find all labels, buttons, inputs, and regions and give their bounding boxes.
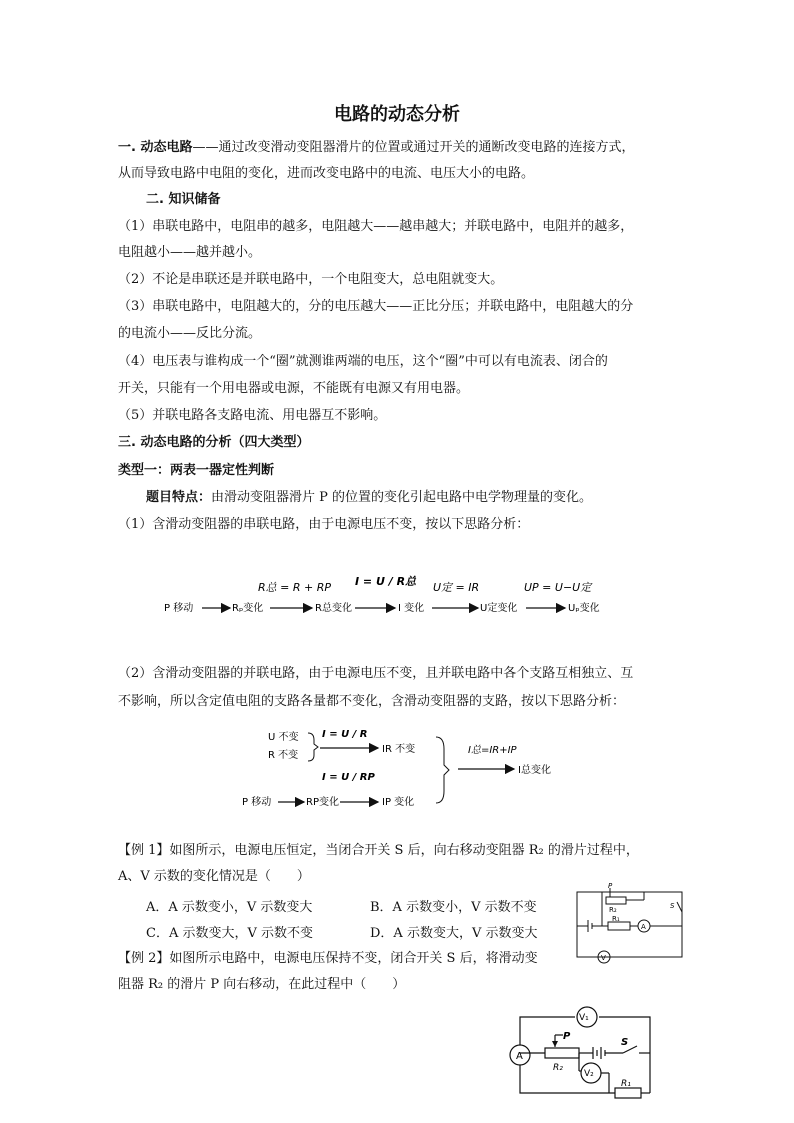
section-1-text-2: 从而导致电路中电阻的变化，进而改变电路中的电流、电压大小的电路。 xyxy=(118,166,535,181)
label-r2: R₂ xyxy=(609,906,617,914)
knowledge-line: 开关，只能有一个用电器或电源，不能既有电源又有用电器。 xyxy=(118,381,470,396)
parallel-intro-1: （2）含滑动变阻器的并联电路，由于电源电压不变，且并联电路中各个支路互相独立、互 xyxy=(118,666,634,681)
section-1-text: ——通过改变滑动变阻器滑片的位置或通过开关的通断改变电路的连接方式， xyxy=(192,140,635,155)
flow-formula: UP = U−U定 xyxy=(524,581,592,594)
series-intro: （1）含滑动变阻器的串联电路，由于电源电压不变，按以下思路分析： xyxy=(118,517,530,532)
flow-step: Uₚ变化 xyxy=(568,603,600,614)
knowledge-line: （4）电压表与谁构成一个“圈”就测谁两端的电压，这个“圈”中可以有电流表、闭合的 xyxy=(118,354,608,369)
r2-rheostat xyxy=(606,897,626,904)
example-2-question: 【例 2】如图所示电路中，电源电压保持不变，闭合开关 S 后，将滑动变 xyxy=(118,951,538,966)
switch-s xyxy=(677,902,682,912)
formula-bottom: I = U / RP xyxy=(322,772,375,783)
flow-step: R总变化 xyxy=(315,603,352,614)
label-s: S xyxy=(621,1037,629,1048)
flow-step: Rₚ变化 xyxy=(232,603,264,614)
knowledge-line: （3）串联电路中，电阻越大的，分的电压越大——正比分压；并联电路中，电阻越大的分 xyxy=(118,299,634,314)
label-s: S xyxy=(670,902,675,910)
label-p: P xyxy=(563,1031,571,1042)
p-move-label: P 移动 xyxy=(242,797,272,808)
section-2-heading: 二. 知识储备 xyxy=(146,192,221,207)
brace xyxy=(436,737,449,803)
feature-label: 题目特点： xyxy=(146,490,212,505)
feature-line xyxy=(146,489,592,507)
knowledge-line: 的电流小——反比分流。 xyxy=(118,326,262,341)
knowledge-line: 电阻越小——越并越小。 xyxy=(118,245,262,260)
total-formula: I总=IR+IP xyxy=(468,745,517,756)
flow-step: U定变化 xyxy=(480,603,518,614)
label-a: A xyxy=(516,1051,523,1062)
knowledge-line: （2）不论是串联还是并联电路中，一个电阻变大，总电阻就变大。 xyxy=(118,272,504,287)
example-1-question-2: A、V 示数的变化情况是（ ） xyxy=(118,869,310,884)
r1-resistor xyxy=(615,1088,641,1098)
knowledge-line: （1）串联电路中，电阻串的越多，电阻越大——越串越大；并联电路中，电阻并的越多， xyxy=(118,219,634,234)
r-const-label: R 不变 xyxy=(268,750,299,761)
u-const-label: U 不变 xyxy=(268,732,299,743)
option-b: B．A 示数变小，V 示数不变 xyxy=(370,900,537,915)
label-r2: R₂ xyxy=(553,1063,563,1073)
example-2-circuit xyxy=(505,1005,665,1105)
section-1-label: 一. 动态电路 xyxy=(118,140,193,155)
option-a: A．A 示数变小，V 示数变大 xyxy=(146,900,313,915)
total-change-label: I总变化 xyxy=(518,765,551,776)
label-r1: R₁ xyxy=(612,915,620,923)
label-v: V xyxy=(601,954,606,962)
ip-change-label: IP 变化 xyxy=(382,797,415,808)
parallel-flow-diagram xyxy=(230,715,580,815)
flow-formula: I = U / R总 xyxy=(355,575,417,588)
rp-change-label: RP变化 xyxy=(306,797,339,808)
feature-text: 由滑动变阻器滑片 P 的位置的变化引起电路中电学物理量的变化。 xyxy=(211,490,593,505)
example-1-question: 【例 1】如图所示，电源电压恒定，当闭合开关 S 后，向右移动变阻器 R₂ 的滑片过程中， xyxy=(118,843,639,858)
label-p: P xyxy=(608,882,613,890)
page-title: 电路的动态分析 xyxy=(334,104,460,125)
r1-resistor xyxy=(608,922,630,930)
section-3-heading: 三. 动态电路的分析（四大类型） xyxy=(118,435,310,450)
parallel-intro-2: 不影响，所以含定值电阻的支路各量都不变化，含滑动变阻器的支路，按以下思路分析： xyxy=(118,694,626,709)
example-2-question-2: 阻器 R₂ 的滑片 P 向右移动，在此过程中（ ） xyxy=(118,977,406,992)
flow-step: I 变化 xyxy=(398,603,425,614)
label-v1: V₁ xyxy=(579,1013,589,1023)
label-v2: V₂ xyxy=(584,1069,594,1079)
flow-formula: R总 = R + RP xyxy=(258,581,331,594)
label-r1: R₁ xyxy=(621,1079,631,1089)
label-a: A xyxy=(641,923,646,931)
brace xyxy=(308,733,318,761)
option-d: D．A 示数变大，V 示数变大 xyxy=(370,926,538,941)
series-flow-diagram xyxy=(160,570,630,630)
r2-rheostat xyxy=(545,1048,579,1058)
section-1-line xyxy=(118,139,634,157)
formula-top: I = U / R xyxy=(322,729,368,740)
flow-step: P 移动 xyxy=(164,603,194,614)
option-c: C．A 示数变大，V 示数不变 xyxy=(146,926,313,941)
type-1-heading: 类型一：两表一器定性判断 xyxy=(118,463,275,478)
knowledge-line: （5）并联电路各支路电流、用电器互不影响。 xyxy=(118,408,387,423)
ir-const-label: IR 不变 xyxy=(382,744,416,755)
slider-arrow xyxy=(552,1041,558,1047)
flow-formula: U定 = IR xyxy=(433,581,480,594)
example-1-circuit xyxy=(572,880,690,968)
